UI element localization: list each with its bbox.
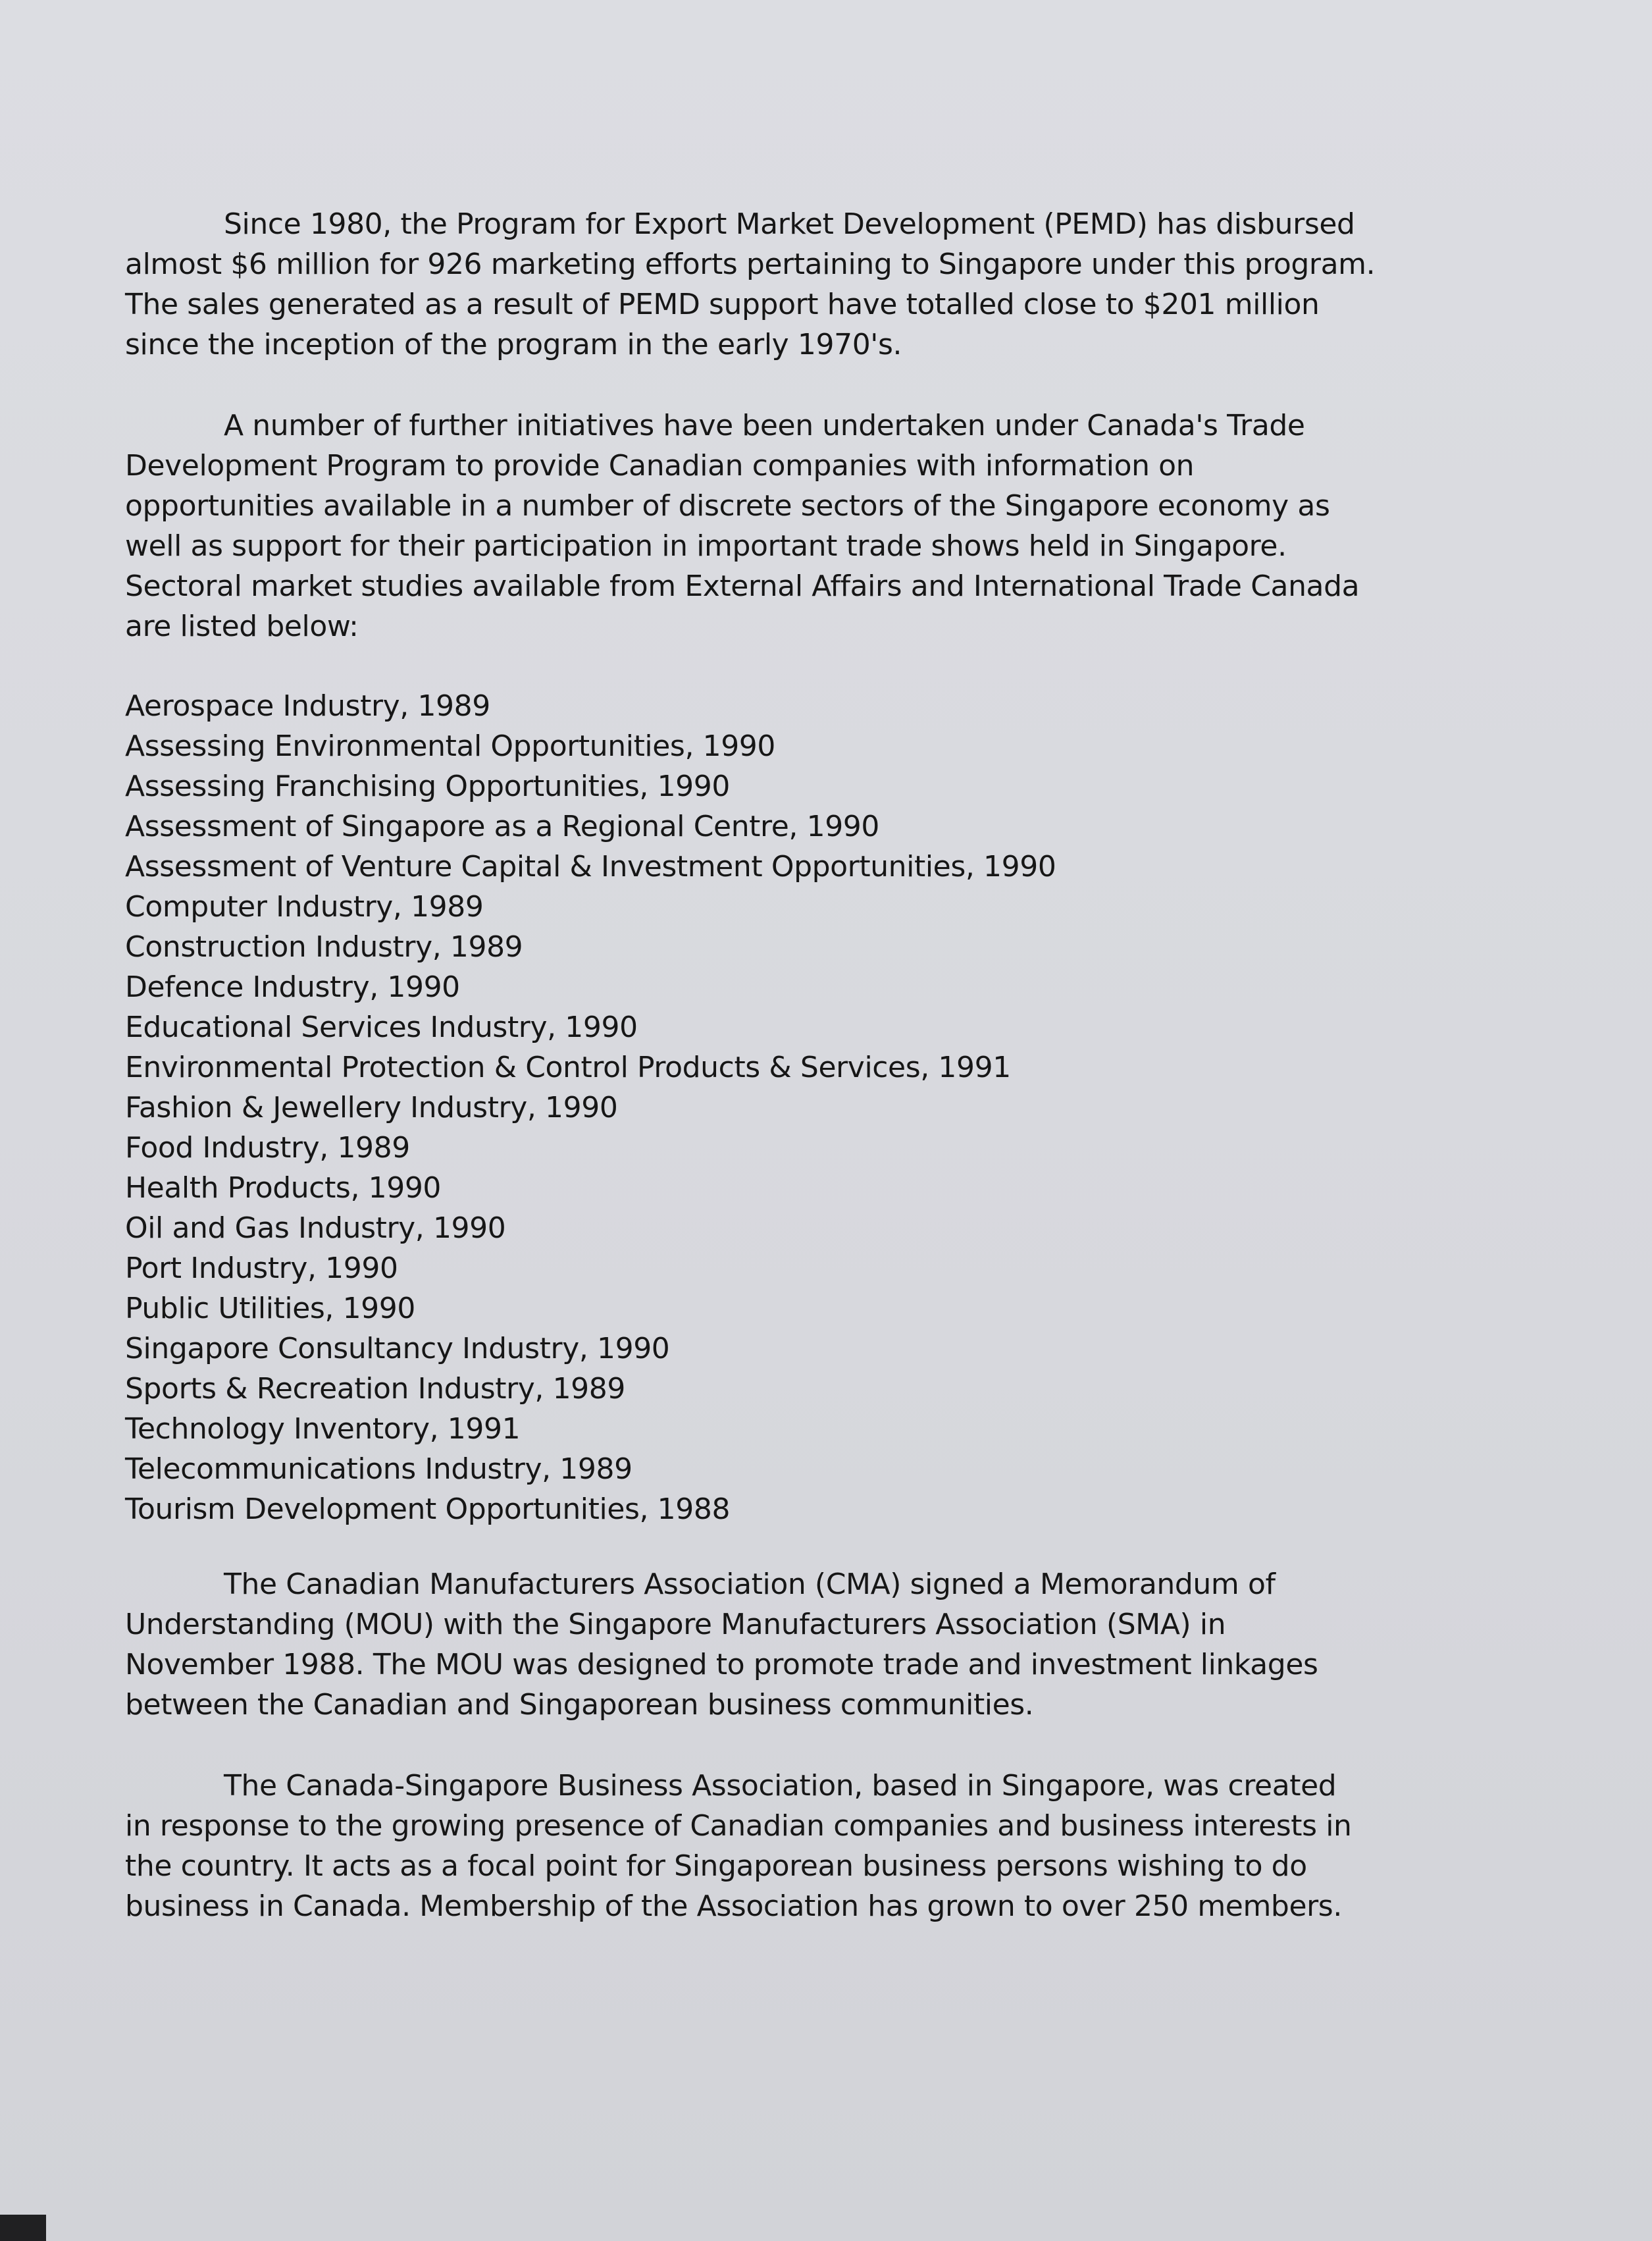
cma-paragraph-text: The Canadian Manufacturers Association (CMA) signed a Memorandum of Understanding (MOU) with the Singapore Manufacturers Association (SMA) in November 1988. The MOU was designed to promote trade and investment linkages between the Canadian and Singaporean business communities. [125, 1568, 1318, 1722]
csba-paragraph [125, 1766, 1481, 1926]
list-item: Public Utilities, 1990 [125, 1292, 415, 1325]
list-item: Telecommunications Industry, 1989 [125, 1452, 632, 1486]
scan-edge-shadow [0, 2215, 46, 2241]
list-item: Aerospace Industry, 1989 [125, 689, 490, 723]
csba-paragraph-text: The Canada-Singapore Business Association, based in Singapore, was created in response to the growing presence of Canadian companies and business interests in the country. It acts as a focal point for Singaporean business persons wishing to do business in Canada. Membership of the Association has grown to over 250 members. [125, 1769, 1352, 1923]
initiatives-paragraph-text: A number of further initiatives have been undertaken under Canada's Trade Development Program to provide Canadian companies with information on opportunities available in a number of discrete sectors of the Singapore economy as well as support for their participation in important trade shows held in Singapore. Sectoral market studies available from External Affairs and International Trade Canada are listed below: [125, 409, 1360, 643]
cma-paragraph [125, 1564, 1481, 1725]
list-item: Food Industry, 1989 [125, 1131, 410, 1165]
list-item: Assessing Environmental Opportunities, 1990 [125, 729, 775, 763]
list-item: Assessment of Venture Capital & Investment Opportunities, 1990 [125, 850, 1056, 883]
list-item: Environmental Protection & Control Products & Services, 1991 [125, 1051, 1011, 1084]
list-item: Assessment of Singapore as a Regional Centre, 1990 [125, 810, 879, 843]
list-item: Computer Industry, 1989 [125, 890, 484, 924]
list-item: Tourism Development Opportunities, 1988 [125, 1492, 731, 1526]
list-item: Fashion & Jewellery Industry, 1990 [125, 1091, 618, 1124]
initiatives-paragraph [125, 406, 1481, 646]
list-item: Port Industry, 1990 [125, 1252, 398, 1285]
list-item: Educational Services Industry, 1990 [125, 1011, 638, 1044]
pemd-paragraph-text: Since 1980, the Program for Export Market Development (PEMD) has disbursed almost $6 million for 926 marketing efforts pertaining to Singapore under this program. The sales generated as a result of PEMD support have totalled close to $201 million since the inception of the program in the early 1970's. [125, 207, 1376, 361]
list-item: Defence Industry, 1990 [125, 970, 460, 1004]
studies-list [125, 686, 1481, 1529]
list-item: Technology Inventory, 1991 [125, 1412, 521, 1446]
list-item: Sports & Recreation Industry, 1989 [125, 1372, 625, 1406]
pemd-paragraph [125, 204, 1481, 365]
list-item: Assessing Franchising Opportunities, 1990 [125, 770, 730, 803]
list-item: Health Products, 1990 [125, 1171, 442, 1205]
list-item: Construction Industry, 1989 [125, 930, 523, 964]
list-item: Oil and Gas Industry, 1990 [125, 1211, 506, 1245]
sectoral-studies-list [125, 686, 1481, 1529]
list-item: Singapore Consultancy Industry, 1990 [125, 1332, 670, 1365]
